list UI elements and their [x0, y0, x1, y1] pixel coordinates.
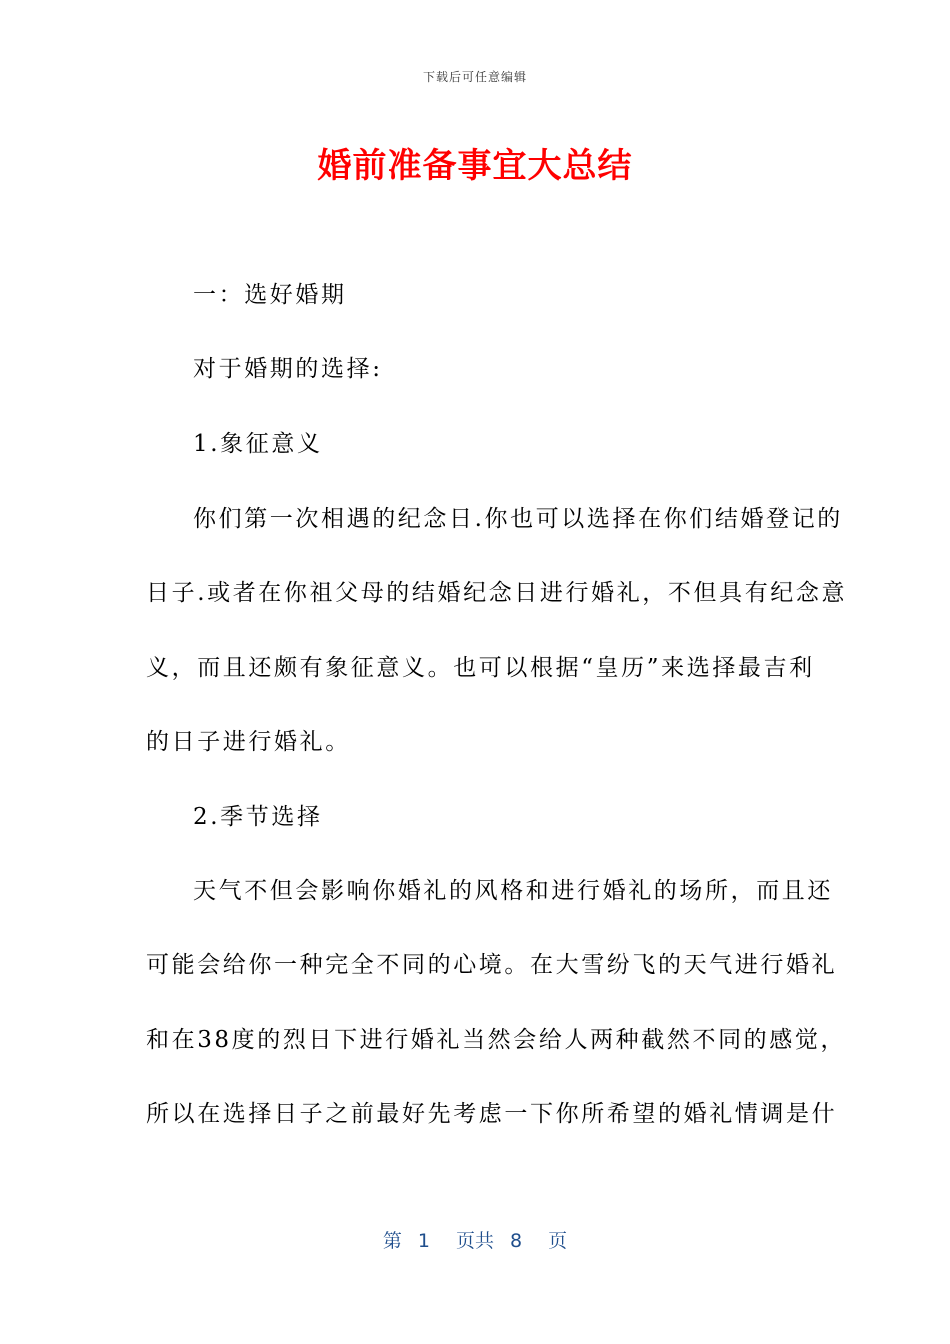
- footer-page-number: 1: [417, 1230, 430, 1252]
- subheading-1: 1.象征意义: [193, 431, 323, 457]
- page-footer: [0, 1226, 950, 1253]
- paragraph-line: 的日子进行婚礼。: [146, 729, 351, 755]
- paragraph-line: 天气不但会影响你婚礼的风格和进行婚礼的场所，而且还: [193, 878, 833, 904]
- footer-page-suffix: 页: [548, 1230, 568, 1252]
- page-title: 婚前准备事宜大总结: [317, 146, 633, 186]
- paragraph-line: 义，而且还颇有象征意义。也可以根据“皇历”来选择最吉利: [146, 655, 815, 681]
- paragraph-line: 所以在选择日子之前最好先考虑一下你所希望的婚礼情调是什: [146, 1101, 838, 1127]
- subheading-2: 2.季节选择: [193, 804, 323, 830]
- section-heading-1: 一：选好婚期: [193, 282, 347, 308]
- paragraph-line: 可能会给你一种完全不同的心境。在大雪纷飞的天气进行婚礼: [146, 952, 838, 978]
- footer-page-prefix: 第: [382, 1230, 402, 1252]
- header-note: 下载后可任意编辑: [422, 70, 527, 84]
- paragraph-line: 日子.或者在你祖父母的结婚纪念日进行婚礼，不但具有纪念意: [146, 580, 848, 606]
- footer-total-pages: 8: [510, 1230, 523, 1252]
- footer-page-mid: 页共: [455, 1230, 494, 1252]
- paragraph-line: 和在38度的烈日下进行婚礼当然会给人两种截然不同的感觉，: [146, 1027, 847, 1053]
- paragraph-line: 对于婚期的选择:: [193, 356, 383, 382]
- paragraph-line: 你们第一次相遇的纪念日.你也可以选择在你们结婚登记的: [193, 506, 843, 532]
